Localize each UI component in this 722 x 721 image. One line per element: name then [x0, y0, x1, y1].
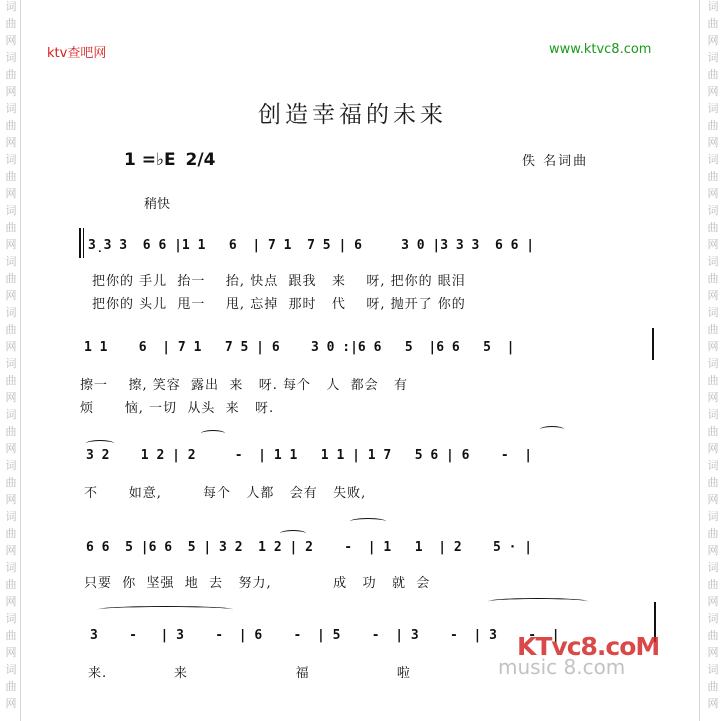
watermark-glyph: 词: [707, 612, 719, 625]
watermark-glyph: 曲: [5, 323, 17, 336]
watermark-glyph: 网: [5, 85, 17, 98]
site-name-left[interactable]: ktv查吧网: [47, 46, 107, 61]
watermark-glyph: 网: [707, 187, 719, 200]
site-url-right[interactable]: www.ktvc8.com: [549, 42, 652, 57]
watermark-glyph: 网: [707, 442, 719, 455]
watermark-glyph: 网: [707, 85, 719, 98]
score-line-5-lyrics: 来. 来 福 啦: [88, 666, 411, 681]
watermark-glyph: 词: [707, 459, 719, 472]
watermark-glyph: 词: [707, 204, 719, 217]
watermark-glyph: 曲: [5, 476, 17, 489]
watermark-glyph: 曲: [5, 680, 17, 693]
watermark-glyph: 曲: [707, 374, 719, 387]
score-line-3-notes: 3 2 1 2 | 2 - | 1 1 1 1 | 1 7 5 6 | 6 - |: [86, 448, 533, 463]
watermark-glyph: 网: [707, 493, 719, 506]
watermark-glyph: 曲: [5, 272, 17, 285]
watermark-glyph: 词: [5, 153, 17, 166]
right-watermark-column: [706, 0, 720, 710]
watermark-glyph: 词: [5, 510, 17, 523]
slur-mark: [86, 440, 114, 447]
watermark-glyph: 词: [5, 357, 17, 370]
watermark-glyph: 网: [5, 238, 17, 251]
watermark-glyph: 网: [707, 595, 719, 608]
repeat-start-barline: [79, 228, 81, 258]
watermark-glyph: 词: [707, 408, 719, 421]
watermark-glyph: 网: [5, 646, 17, 659]
watermark-glyph: 网: [5, 697, 17, 710]
watermark-glyph: 网: [707, 289, 719, 302]
music-watermark-logo: music 8.com: [498, 655, 626, 679]
watermark-glyph: 曲: [707, 221, 719, 234]
watermark-glyph: 网: [5, 340, 17, 353]
watermark-glyph: 网: [707, 697, 719, 710]
score-line-4-notes: 6 6 5 |6 6 5 | 3 2 1 2 | 2 - | 1 1 | 2 5 · |: [86, 540, 533, 555]
watermark-glyph: 词: [707, 306, 719, 319]
score-line-2-lyrics-verse2: 烦 恼, 一切 从头 来 呀.: [80, 401, 275, 416]
watermark-glyph: 词: [5, 204, 17, 217]
watermark-glyph: 网: [5, 544, 17, 557]
watermark-glyph: 曲: [707, 272, 719, 285]
score-line-1-notes: 3̣3 3 6 6 |1 1 6 | 7 1 7 5 | 6 3 0 |3 3 3 6 6 |: [88, 238, 535, 253]
left-border-line: [20, 0, 21, 721]
composer-credit: 佚 名词曲: [522, 154, 589, 169]
time-signature: 2/4: [185, 150, 216, 170]
watermark-glyph: 曲: [5, 578, 17, 591]
watermark-glyph: 词: [5, 102, 17, 115]
watermark-glyph: 网: [707, 136, 719, 149]
key-signature: [124, 150, 215, 170]
line-2-end-barline: [652, 328, 654, 360]
watermark-glyph: 曲: [5, 17, 17, 30]
watermark-glyph: 曲: [707, 323, 719, 336]
score-line-4-lyrics: 只要 你 坚强 地 去 努力, 成 功 就 会: [84, 576, 431, 591]
watermark-glyph: 网: [707, 340, 719, 353]
watermark-glyph: 词: [5, 255, 17, 268]
watermark-glyph: 网: [5, 391, 17, 404]
watermark-glyph: 曲: [5, 425, 17, 438]
song-title: 创造幸福的未来: [258, 102, 447, 128]
score-line-1-lyrics-verse1: 把你的 手儿 抬一 抬, 快点 跟我 来 呀, 把你的 眼泪: [92, 274, 466, 289]
watermark-glyph: 词: [707, 153, 719, 166]
watermark-glyph: 词: [5, 663, 17, 676]
watermark-glyph: 网: [707, 238, 719, 251]
watermark-glyph: 曲: [5, 68, 17, 81]
watermark-glyph: 词: [707, 510, 719, 523]
tempo-marking: 稍快: [144, 197, 171, 212]
watermark-glyph: 词: [5, 408, 17, 421]
score-line-3-lyrics: 不 如意, 每个 人都 会有 失败,: [84, 486, 367, 501]
right-border-line: [699, 0, 700, 721]
watermark-glyph: 词: [707, 663, 719, 676]
watermark-glyph: 词: [5, 51, 17, 64]
watermark-glyph: 网: [5, 442, 17, 455]
slur-mark: [350, 518, 386, 525]
watermark-glyph: 词: [5, 561, 17, 574]
watermark-glyph: 网: [5, 493, 17, 506]
watermark-glyph: 词: [707, 357, 719, 370]
watermark-glyph: 曲: [707, 68, 719, 81]
score-line-5-notes: 3 - | 3 - | 6 - | 5 - | 3 - | 3 - |: [90, 628, 560, 643]
slur-mark: [280, 530, 306, 537]
watermark-glyph: 曲: [707, 17, 719, 30]
watermark-glyph: 词: [707, 255, 719, 268]
watermark-glyph: 网: [5, 595, 17, 608]
left-watermark-column: [4, 0, 18, 710]
watermark-glyph: 网: [707, 646, 719, 659]
repeat-start-thin-barline: [83, 228, 84, 258]
score-line-2-lyrics-verse1: 擦一 擦, 笑容 露出 来 呀. 每个 人 都会 有: [80, 378, 409, 393]
watermark-glyph: 词: [707, 0, 719, 13]
slur-mark: [540, 426, 564, 433]
watermark-glyph: 曲: [707, 119, 719, 132]
watermark-glyph: 曲: [5, 119, 17, 132]
watermark-glyph: 词: [5, 612, 17, 625]
watermark-glyph: 曲: [5, 629, 17, 642]
watermark-glyph: 词: [707, 102, 719, 115]
watermark-glyph: 曲: [5, 527, 17, 540]
watermark-glyph: 曲: [707, 170, 719, 183]
tie-mark: [98, 606, 233, 613]
watermark-glyph: 曲: [707, 476, 719, 489]
watermark-glyph: 网: [5, 136, 17, 149]
watermark-glyph: 词: [707, 51, 719, 64]
watermark-glyph: 网: [707, 544, 719, 557]
watermark-glyph: 曲: [707, 680, 719, 693]
score-line-2-notes: 1 1 6 | 7 1 7 5 | 6 3 0 :|6 6 5 |6 6 5 |: [84, 340, 515, 355]
watermark-glyph: 曲: [707, 527, 719, 540]
watermark-glyph: 网: [707, 34, 719, 47]
watermark-glyph: 网: [5, 34, 17, 47]
watermark-glyph: 词: [5, 306, 17, 319]
tie-mark: [488, 598, 588, 605]
score-line-1-lyrics-verse2: 把你的 头儿 甩一 甩, 忘掉 那时 代 呀, 抛开了 你的: [92, 297, 466, 312]
watermark-glyph: 曲: [5, 170, 17, 183]
watermark-glyph: 网: [5, 187, 17, 200]
ktvc8-logo: KTvc8.coM: [517, 632, 660, 661]
watermark-glyph: 曲: [707, 425, 719, 438]
watermark-glyph: 曲: [707, 578, 719, 591]
watermark-glyph: 曲: [5, 374, 17, 387]
watermark-glyph: 网: [707, 391, 719, 404]
watermark-glyph: 词: [707, 561, 719, 574]
watermark-glyph: 词: [5, 459, 17, 472]
slur-mark: [201, 430, 225, 437]
watermark-glyph: 曲: [707, 629, 719, 642]
watermark-glyph: 曲: [5, 221, 17, 234]
key-label: 1 =♭E: [124, 150, 176, 170]
watermark-glyph: 网: [5, 289, 17, 302]
watermark-glyph: 词: [5, 0, 17, 13]
